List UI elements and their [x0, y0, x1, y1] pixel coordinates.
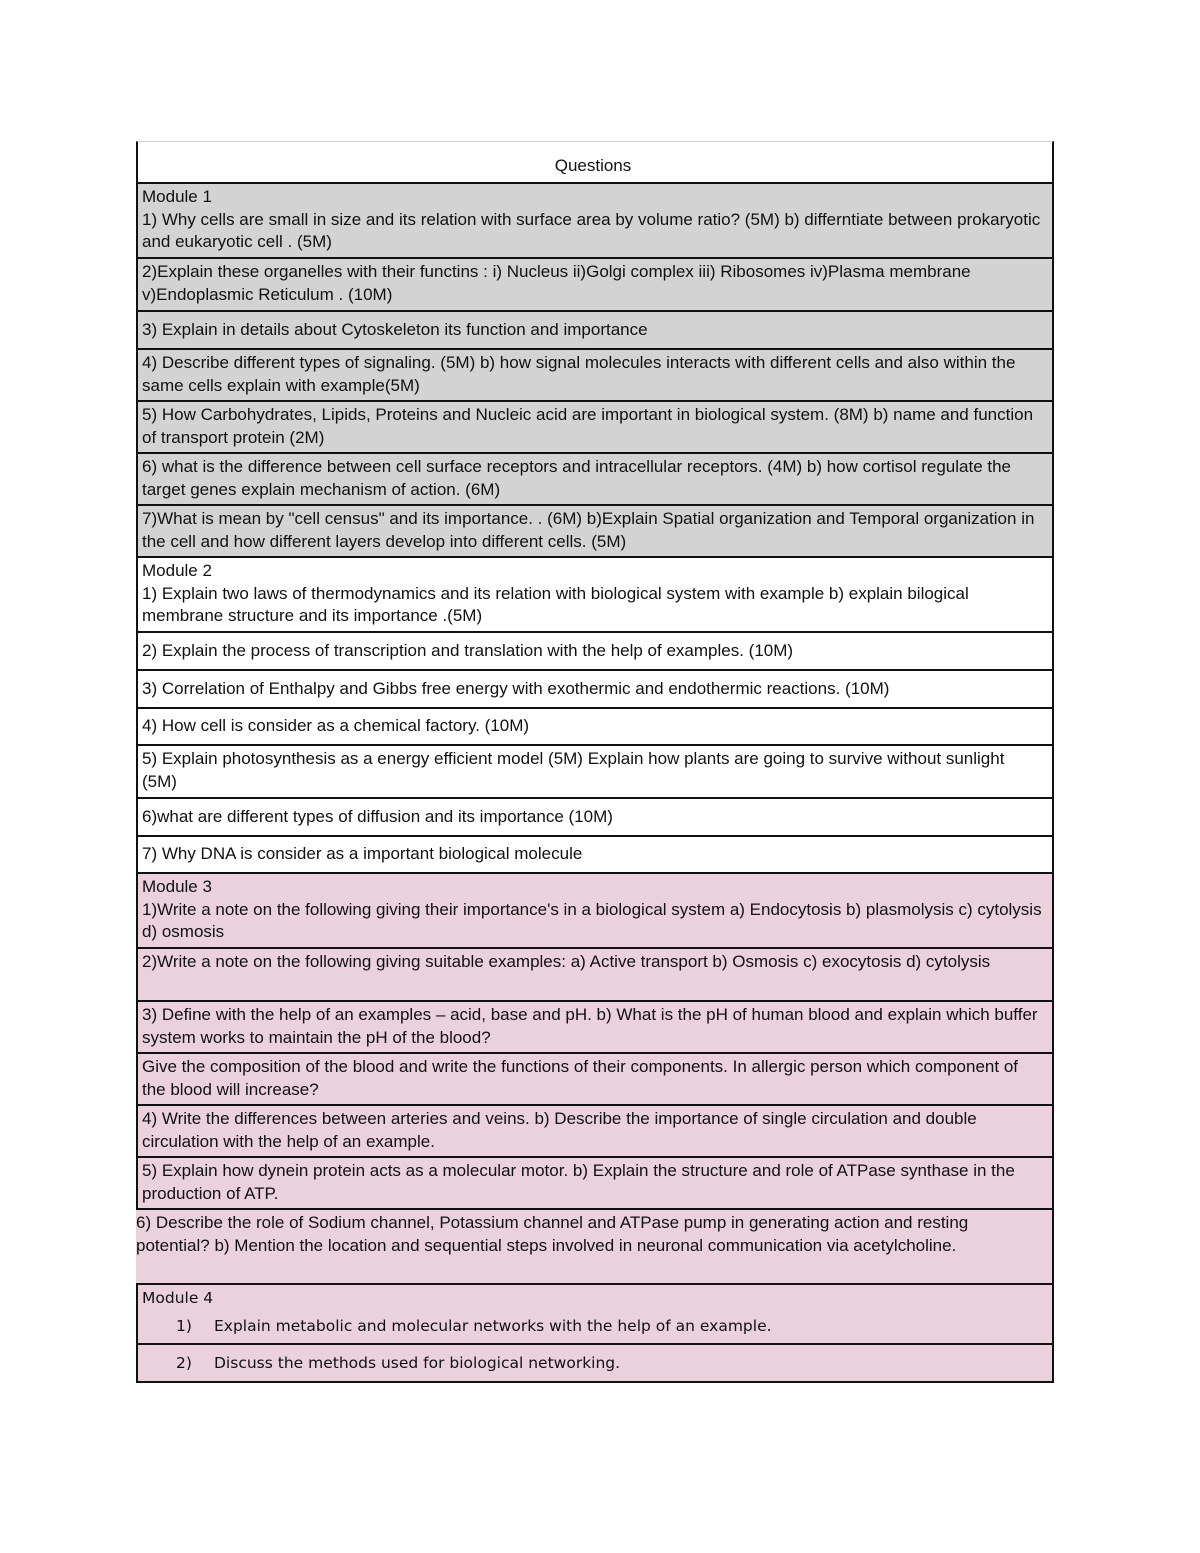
- table-row: [138, 400, 1052, 452]
- table-row: [138, 310, 1052, 348]
- question-text: 6) what is the difference between cell surface receptors and intracellular receptors. (4M) b) how cortisol regulate the target genes explain mechanism of action. (6M): [142, 457, 1012, 499]
- table-row: [138, 707, 1052, 744]
- question-text: Give the composition of the blood and write the functions of their components. In allergic person which component of the blood will increase?: [142, 1057, 1018, 1099]
- table-row: [138, 1283, 1052, 1343]
- table-row: [138, 1343, 1052, 1381]
- question-text: Explain metabolic and molecular networks with the help of an example.: [214, 1316, 772, 1335]
- item-number: 2): [176, 1353, 192, 1372]
- question-text: 5) Explain how dynein protein acts as a molecular motor. b) Explain the structure and role of ATPase synthase in the production of ATP.: [142, 1161, 1015, 1203]
- question-text: 4) Write the differences between arteries and veins. b) Describe the importance of single circulation and double circulation with the help of an example.: [142, 1109, 977, 1151]
- question-text: 1) Why cells are small in size and its relation with surface area by volume ratio? (5M) b) differntiate between prokaryotic and eukaryotic cell . (5M): [142, 209, 1041, 252]
- table-row: [138, 835, 1052, 872]
- table-row: [138, 631, 1052, 669]
- numbered-item: [142, 1315, 1044, 1338]
- table-row: [138, 452, 1052, 504]
- module-label: Module 3: [142, 877, 212, 896]
- question-text: 5) Explain photosynthesis as a energy efficient model (5M) Explain how plants are going to survive without sunlight (5M): [142, 749, 1005, 791]
- module-label: Module 2: [142, 561, 212, 580]
- question-text: 4) How cell is consider as a chemical factory. (10M): [142, 716, 530, 736]
- question-text: 3) Correlation of Enthalpy and Gibbs free energy with exothermic and endothermic reactions. (10M): [142, 678, 890, 698]
- table-row: [136, 1208, 1052, 1283]
- question-text: 4) Describe different types of signaling. (5M) b) how signal molecules interacts with different cells and also within the same cells explain with example(5M): [142, 353, 1016, 395]
- questions-table: [136, 141, 1054, 1383]
- item-number: 1): [176, 1316, 192, 1335]
- table-row: [138, 348, 1052, 400]
- table-row: [138, 744, 1052, 797]
- question-text: 3) Define with the help of an examples – acid, base and pH. b) What is the pH of human blood and explain which buffer system works to maintain the pH of the blood?: [142, 1005, 1038, 1047]
- table-row: [138, 872, 1052, 947]
- question-text: 2) Explain the process of transcription and translation with the help of examples. (10M): [142, 640, 794, 660]
- question-text: Discuss the methods used for biological networking.: [214, 1353, 621, 1372]
- table-row: [138, 1104, 1052, 1156]
- table-row: [138, 182, 1052, 257]
- table-row: [138, 257, 1052, 310]
- question-text: 2)Write a note on the following giving suitable examples: a) Active transport b) Osmosis c) exocytosis d) cytolysis: [142, 952, 991, 971]
- numbered-item: [142, 1352, 620, 1375]
- table-row: [138, 1000, 1052, 1052]
- question-text: 1)Write a note on the following giving their importance's in a biological system a) Endocytosis b) plasmolysis c) cytolysis d) osmosis: [142, 899, 1042, 942]
- module-label: Module 4: [142, 1289, 214, 1307]
- table-row: [138, 1156, 1052, 1208]
- question-text: 2)Explain these organelles with their functins : i) Nucleus ii)Golgi complex iii) Ribosomes iv)Plasma membrane v)Endoplasmic Reticulum . (10M): [142, 262, 971, 304]
- question-text: 1) Explain two laws of thermodynamics and its relation with biological system with example b) explain bilogical membrane structure and its importance .(5M): [142, 583, 969, 626]
- module-label: Module 1: [142, 187, 212, 206]
- table-header: Questions: [138, 142, 1052, 182]
- table-row: [138, 504, 1052, 556]
- table-row: [138, 669, 1052, 707]
- table-row: [138, 797, 1052, 835]
- table-row: [138, 556, 1052, 631]
- question-text: 3) Explain in details about Cytoskeleton its function and importance: [142, 319, 648, 339]
- question-text: 7)What is mean by "cell census" and its importance. . (6M) b)Explain Spatial organization and Temporal organization in the cell and how different layers develop into different cells. (5M): [142, 509, 1035, 551]
- question-text: 5) How Carbohydrates, Lipids, Proteins and Nucleic acid are important in biological system. (8M) b) name and function of transport protein (2M): [142, 405, 1034, 447]
- question-text: 7) Why DNA is consider as a important biological molecule: [142, 844, 583, 864]
- question-text: 6)what are different types of diffusion and its importance (10M): [142, 806, 613, 826]
- table-row: [138, 947, 1052, 1000]
- question-text: 6) Describe the role of Sodium channel, Potassium channel and ATPase pump in generating action and resting potential? b) Mention the location and sequential steps involved in neuronal communication via acetylcholine.: [136, 1213, 969, 1255]
- table-row: [138, 1052, 1052, 1104]
